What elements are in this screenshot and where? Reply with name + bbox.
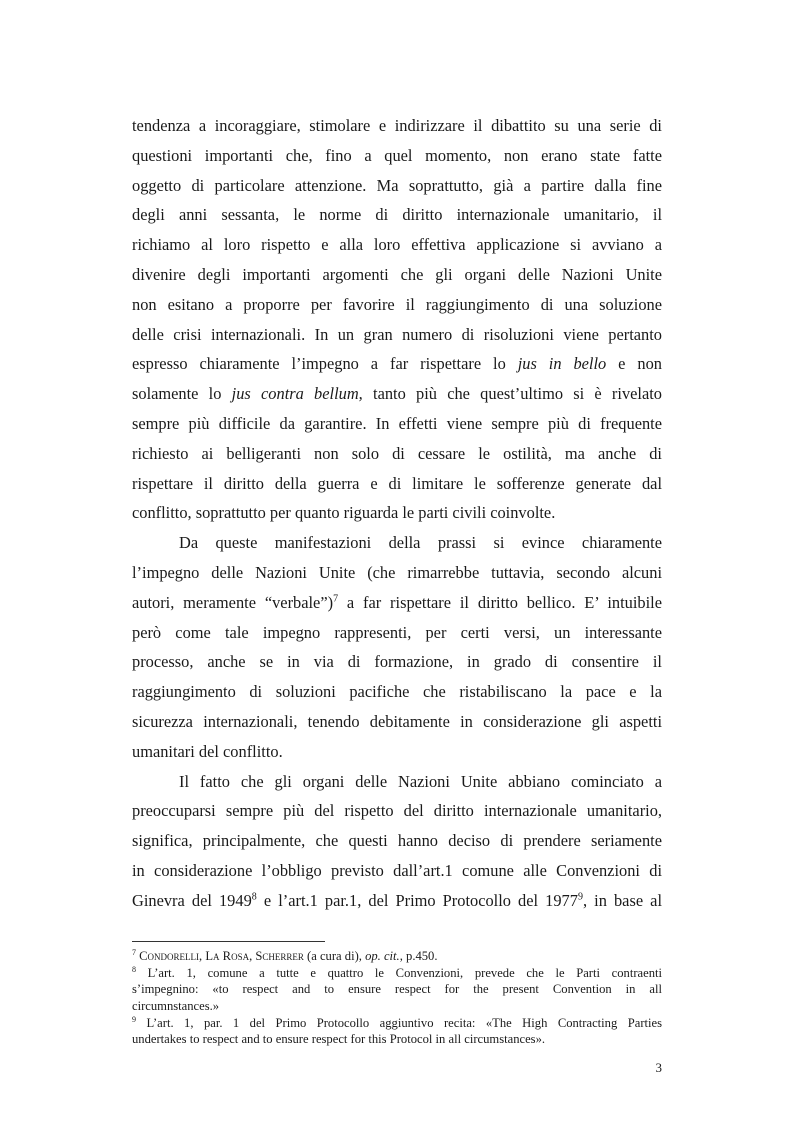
- text-run: L’art. 1, comune a tutte e quattro le Convenzioni, prevede che le Parti contraenti: [136, 965, 662, 980]
- text-line: divenire degli importanti argomenti che gli organi delle Nazioni Unite: [132, 264, 662, 284]
- text-line: l’impegno delle Nazioni Unite (che rimarrebbe tuttavia, secondo alcuni: [132, 562, 662, 582]
- latin-term: jus contra bellum,: [231, 384, 363, 404]
- text-line: processo, anche se in via di formazione, in grado di consentire il: [132, 652, 662, 672]
- text-line: in considerazione l’obbligo previsto dall’art.1 comune alle Convenzioni di: [132, 860, 662, 880]
- text-run: espresso chiaramente l’impegno a far rispettare lo: [132, 354, 518, 374]
- text-run: autori, meramente “verbale”): [132, 592, 334, 612]
- text-line: raggiungimento di soluzioni pacifiche che ristabiliscano la pace e la: [132, 682, 662, 702]
- footnote-marker: 7: [132, 948, 136, 957]
- text-line: [132, 886, 662, 916]
- text-line: Da queste manifestazioni della prassi si evince chiaramente: [179, 533, 662, 553]
- text-line: richiesto ai belligeranti non solo di cessare le ostilità, ma anche di: [132, 443, 662, 463]
- text-line: degli anni sessanta, le norme di diritto internazionale umanitario, il: [132, 205, 662, 225]
- footnote-7: [132, 948, 662, 965]
- text-line: sempre più difficile da garantire. In effetti viene sempre più di frequente: [132, 413, 662, 433]
- text-run: a far rispettare il diritto bellico. E’ intuibile: [338, 592, 662, 612]
- text-line: Il fatto che gli organi delle Nazioni Unite abbiano cominciato a: [179, 771, 662, 791]
- text-run: , p.450.: [399, 949, 438, 963]
- footnote-8: [132, 965, 662, 1015]
- footnote-ref-9[interactable]: 9: [577, 891, 583, 903]
- text-line: rispettare il diritto della guerra e di limitare le sofferenze generate dal: [132, 473, 662, 493]
- text-line: significa, principalmente, che questi hanno deciso di prendere seriamente: [132, 831, 662, 851]
- text-run: solamente lo: [132, 384, 232, 404]
- latin-term: jus in bello: [517, 354, 607, 374]
- text-run: , in base al: [582, 890, 662, 910]
- paragraph-1: [132, 111, 662, 528]
- paragraph-2: [132, 528, 662, 766]
- footnote-marker: 9: [132, 1014, 136, 1024]
- text-run: (a cura di),: [303, 949, 366, 963]
- text-line: tendenza a incoraggiare, stimolare e indirizzare il dibattito su una serie di: [132, 116, 662, 135]
- text-line: [132, 349, 662, 379]
- page-number: 3: [655, 1060, 662, 1075]
- text-line: questioni importanti che, fino a quel momento, non erano state fatte: [132, 145, 662, 165]
- text-line: [132, 588, 662, 618]
- text-line: conflitto, soprattutto per quanto riguarda le parti civili coinvolte.: [132, 503, 556, 523]
- footnote-line: circumnstances.»: [132, 999, 220, 1014]
- text-run: L’art. 1, par. 1 del Primo Protocollo aggiuntivo recita: «The High Contracting Parties: [136, 1015, 662, 1030]
- text-line: oggetto di particolare attenzione. Ma soprattutto, già a partire dalla fine: [132, 175, 662, 195]
- text-line: non esitano a proporre per favorire il raggiungimento di una soluzione: [132, 294, 662, 314]
- footnotes: [132, 948, 662, 1048]
- footnote-line: [132, 948, 662, 965]
- citation-abbrev: op. cit.: [365, 949, 400, 963]
- text-run: e l’art.1 par.1, del Primo Protocollo del 1977: [256, 890, 578, 910]
- body-text: [132, 111, 662, 916]
- footnote-ref-8[interactable]: 8: [251, 891, 257, 903]
- text-line: però come tale impegno rappresenti, per certi versi, un interessante: [132, 622, 662, 642]
- footnote-9: [132, 1015, 662, 1048]
- text-run: tanto più che quest’ultimo si è rivelato: [362, 384, 662, 404]
- text-line: richiamo al loro rispetto e alla loro effettiva applicazione si avviano a: [132, 235, 662, 255]
- footnote-marker: 8: [132, 964, 136, 974]
- footnote-separator: [132, 941, 325, 942]
- text-run: Ginevra del 1949: [132, 890, 252, 910]
- footnote-line: [132, 965, 662, 982]
- text-line: delle crisi internazionali. In un gran numero di risoluzioni viene pertanto: [132, 324, 662, 344]
- text-run: e non: [606, 354, 662, 374]
- footnote-line: s’impegnino: «to respect and to ensure respect for the present Convention in all: [132, 982, 662, 997]
- text-line: umanitari del conflitto.: [132, 741, 283, 761]
- footnote-authors: Condorelli, La Rosa, Scherrer: [136, 949, 304, 963]
- text-line: [132, 379, 662, 409]
- paragraph-3: [132, 767, 662, 916]
- text-line: sicurezza internazionali, tenendo debitamente in considerazione gli aspetti: [132, 711, 662, 731]
- footnote-ref-7[interactable]: 7: [333, 593, 339, 605]
- text-line: preoccuparsi sempre più del rispetto del diritto internazionale umanitario,: [132, 801, 662, 821]
- footnote-line: undertakes to respect and to ensure respect for this Protocol in all circumstances».: [132, 1032, 546, 1047]
- footnote-line: [132, 1015, 662, 1032]
